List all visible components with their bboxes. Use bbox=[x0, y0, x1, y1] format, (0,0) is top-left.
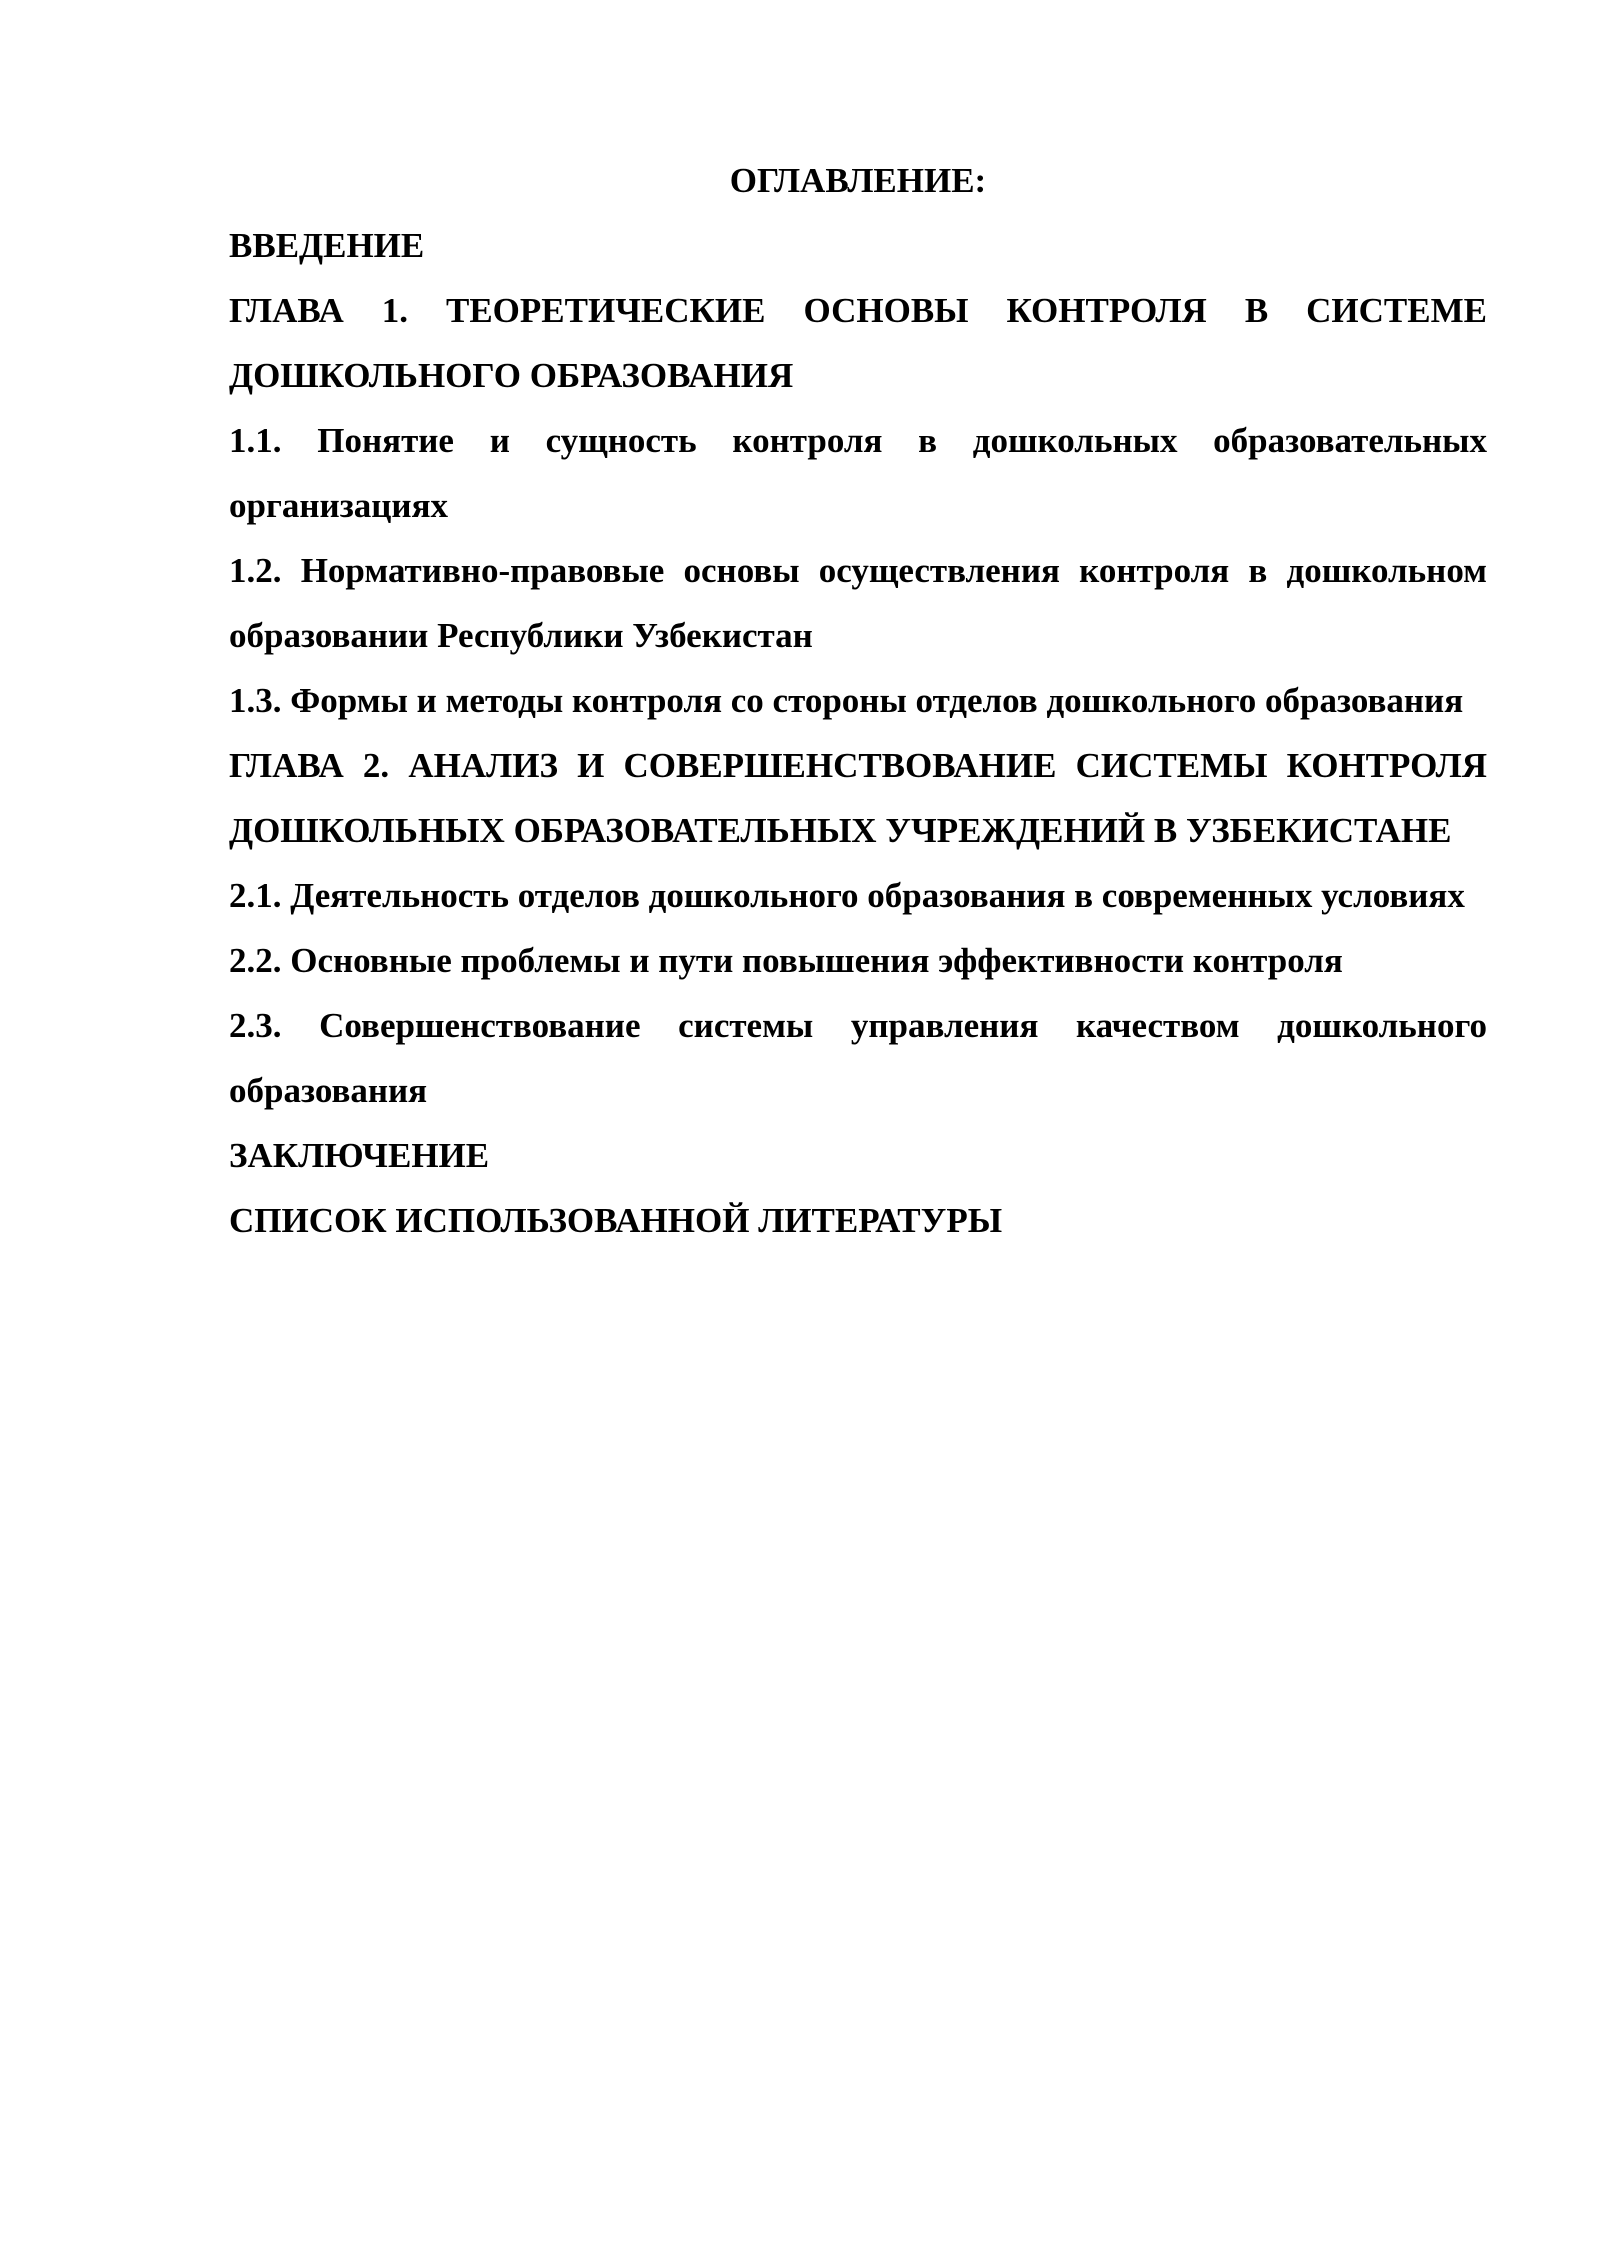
toc-entry-references: СПИСОК ИСПОЛЬЗОВАННОЙ ЛИТЕРАТУРЫ bbox=[229, 1201, 1003, 1240]
toc-title: ОГЛАВЛЕНИЕ: bbox=[729, 161, 987, 200]
toc-entry-chapter-2: ГЛАВА 2. АНАЛИЗ И СОВЕРШЕНСТВОВАНИЕ СИСТЕМЫ КОНТРОЛЯ ДОШКОЛЬНЫХ ОБРАЗОВАТЕЛЬНЫХ УЧРЕЖДЕНИЙ В УЗБЕКИСТАНЕ bbox=[229, 746, 1487, 850]
toc-entry-section-2-2: 2.2. Основные проблемы и пути повышения эффективности контроля bbox=[229, 941, 1343, 980]
toc-entry-section-1-2: 1.2. Нормативно-правовые основы осуществления контроля в дошкольном образовании Республики Узбекистан bbox=[229, 551, 1487, 655]
toc-entry-section-2-3: 2.3. Совершенствование системы управления качеством дошкольного образования bbox=[229, 1006, 1487, 1110]
toc-entry-conclusion: ЗАКЛЮЧЕНИЕ bbox=[229, 1136, 490, 1175]
toc-entry-chapter-1: ГЛАВА 1. ТЕОРЕТИЧЕСКИЕ ОСНОВЫ КОНТРОЛЯ В СИСТЕМЕ ДОШКОЛЬНОГО ОБРАЗОВАНИЯ bbox=[229, 291, 1487, 395]
toc-entry-section-1-3: 1.3. Формы и методы контроля со стороны отделов дошкольного образования bbox=[229, 681, 1464, 720]
toc-entry-introduction: ВВЕДЕНИЕ bbox=[229, 226, 425, 265]
toc-entry-section-1-1: 1.1. Понятие и сущность контроля в дошкольных образовательных организациях bbox=[229, 421, 1487, 525]
toc-entry-section-2-1: 2.1. Деятельность отделов дошкольного образования в современных условиях bbox=[229, 876, 1465, 915]
table-of-contents bbox=[229, 148, 1487, 1253]
